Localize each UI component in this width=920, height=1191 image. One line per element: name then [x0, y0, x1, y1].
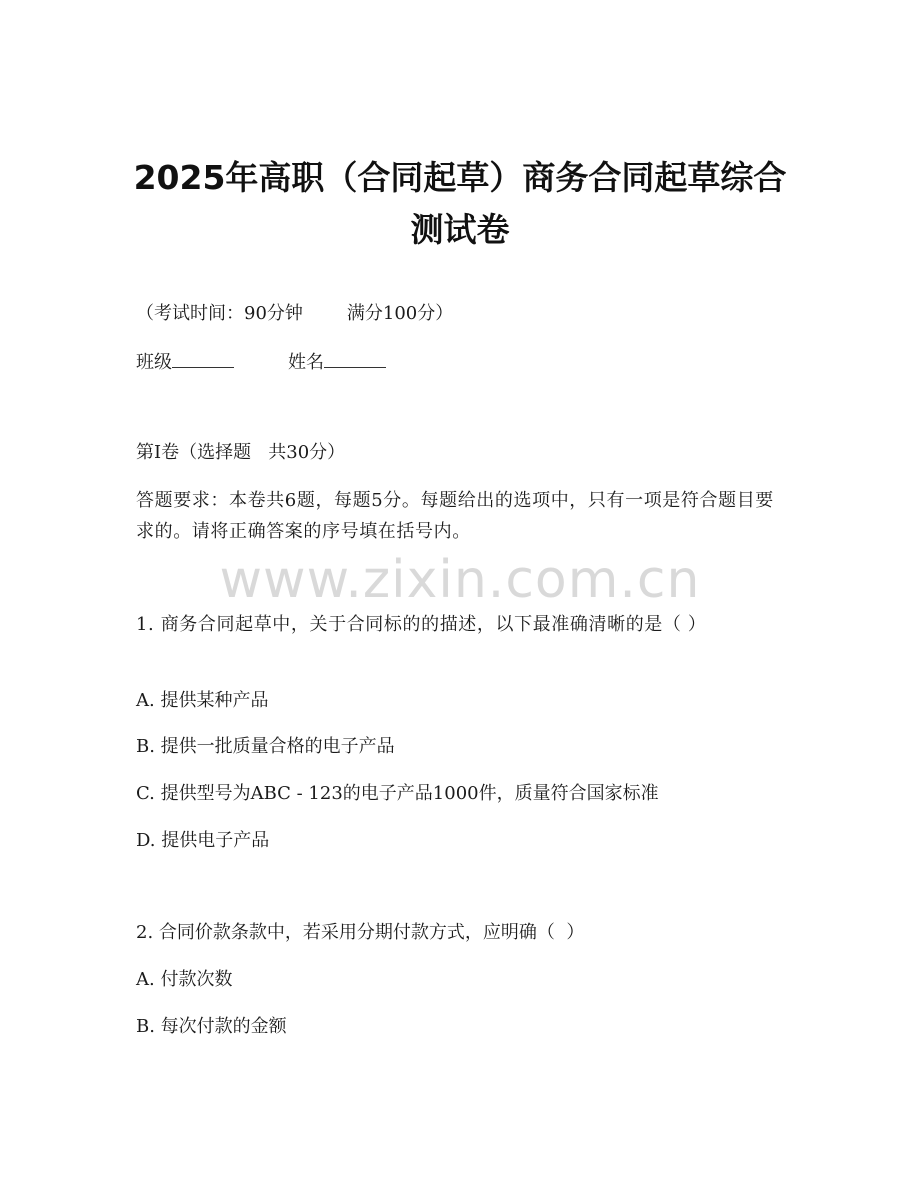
- section-instruction: 答题要求：本卷共6题，每题5分。每题给出的选项中，只有一项是符合题目要求的。请将正确答案的序号填在括号内。: [136, 490, 774, 542]
- question-2-stem: 2. 合同价款条款中，若采用分期付款方式，应明确（ ）: [136, 922, 585, 943]
- student-fields: [136, 349, 386, 377]
- question-1-option-d: D. 提供电子产品: [136, 830, 270, 851]
- exam-time: （考试时间：90分钟: [136, 303, 303, 324]
- title-line-2: 测试卷: [410, 210, 510, 249]
- question-1-option-a: A. 提供某种产品: [136, 690, 269, 711]
- name-blank: [324, 349, 386, 368]
- exam-info: [136, 300, 453, 328]
- title-line-1: 2025年高职（合同起草）商务合同起草综合: [133, 158, 787, 197]
- section-heading: 第I卷（选择题 共30分）: [136, 442, 346, 463]
- class-blank: [172, 349, 234, 368]
- document-title: [0, 152, 920, 256]
- class-label: 班级: [136, 352, 172, 373]
- name-label: 姓名: [288, 352, 324, 373]
- question-1-stem: 1. 商务合同起草中，关于合同标的的描述，以下最准确清晰的是（ ）: [136, 614, 707, 635]
- question-1-option-c: C. 提供型号为ABC - 123的电子产品1000件，质量符合国家标准: [136, 783, 659, 804]
- question-1-option-b: B. 提供一批质量合格的电子产品: [136, 736, 395, 757]
- watermark: www.zixin.com.cn: [219, 550, 701, 610]
- question-2-option-b: B. 每次付款的金额: [136, 1016, 287, 1037]
- exam-full-score: 满分100分）: [346, 303, 454, 324]
- question-2-option-a: A. 付款次数: [136, 969, 233, 990]
